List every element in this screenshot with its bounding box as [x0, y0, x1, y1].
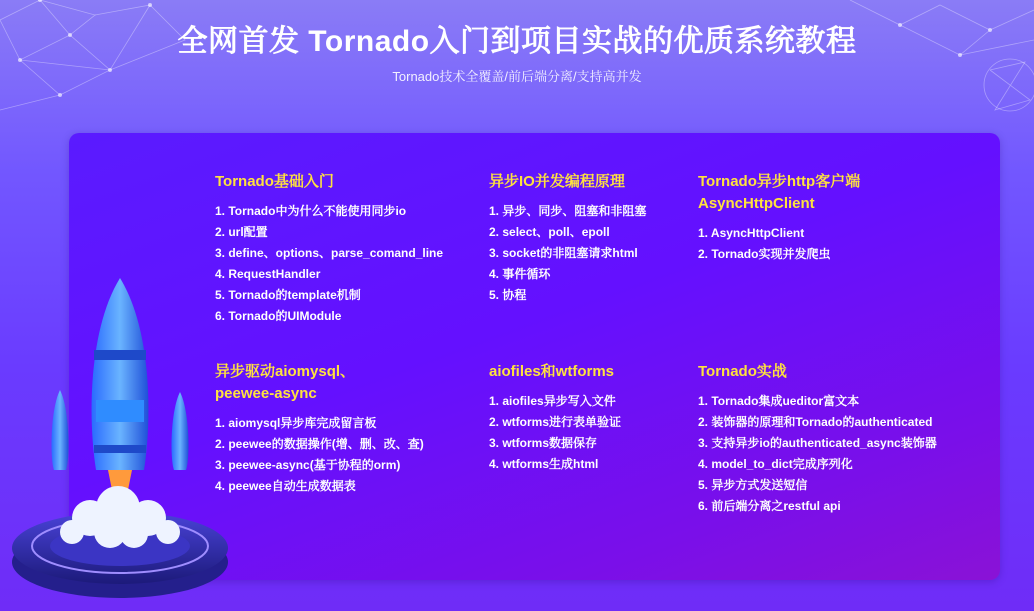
section-heading: Tornado实战	[698, 363, 787, 380]
list-item: 4. RequestHandler	[215, 267, 321, 281]
list-item: 1. aiomysql异步库完成留言板	[215, 416, 377, 430]
list-item: 2. Tornado实现并发爬虫	[698, 247, 831, 261]
section-list	[698, 223, 898, 265]
list-item: 2. select、poll、epoll	[489, 225, 610, 239]
section-async-http-client	[698, 171, 898, 265]
list-item: 4. wtforms生成html	[489, 457, 599, 471]
list-item: 1. Tornado中为什么不能使用同步io	[215, 204, 407, 218]
section-list	[215, 413, 475, 497]
list-item: 1. Tornado集成ueditor富文本	[698, 394, 860, 408]
list-item: 2. peewee的数据操作(增、删、改、查)	[215, 437, 424, 451]
list-item: 3. 支持异步io的authenticated_async装饰器	[698, 436, 937, 450]
list-item: 6. Tornado的UIModule	[215, 309, 342, 323]
rocket-illustration	[10, 270, 230, 605]
section-tornado-basics	[215, 171, 475, 327]
list-item: 2. 装饰器的原理和Tornado的authenticated	[698, 415, 933, 429]
section-tornado-practice	[698, 361, 988, 517]
section-heading: 异步IO并发编程原理	[489, 173, 625, 190]
page-subtitle: Tornado技术全覆盖/前后端分离/支持高并发	[392, 69, 642, 84]
section-heading: Tornado异步http客户端 AsyncHttpClient	[698, 173, 861, 212]
list-item: 4. model_to_dict完成序列化	[698, 457, 853, 471]
section-heading: Tornado基础入门	[215, 173, 334, 190]
section-heading: aiofiles和wtforms	[489, 363, 615, 380]
section-list	[215, 201, 475, 327]
list-item: 3. define、options、parse_comand_line	[215, 246, 444, 260]
section-aiofiles-wtforms	[489, 361, 689, 475]
list-item: 5. 异步方式发送短信	[698, 478, 808, 492]
section-list	[698, 391, 988, 517]
section-async-io	[489, 171, 689, 306]
list-item: 2. url配置	[215, 225, 268, 239]
list-item: 4. 事件循环	[489, 267, 551, 281]
section-list	[489, 201, 689, 306]
list-item: 1. AsyncHttpClient	[698, 226, 805, 240]
list-item: 3. socket的非阻塞请求html	[489, 246, 638, 260]
list-item: 2. wtforms进行表单验证	[489, 415, 622, 429]
section-heading: 异步驱动aiomysql、 peewee-async	[215, 363, 356, 402]
list-item: 3. wtforms数据保存	[489, 436, 598, 450]
list-item: 6. 前后端分离之restful api	[698, 499, 841, 513]
list-item: 3. peewee-async(基于协程的orm)	[215, 458, 401, 472]
list-item: 5. 协程	[489, 288, 527, 302]
section-async-drivers	[215, 361, 475, 497]
page-title: 全网首发 Tornado入门到项目实战的优质系统教程	[177, 25, 857, 58]
list-item: 4. peewee自动生成数据表	[215, 479, 356, 493]
section-list	[489, 391, 689, 475]
list-item: 5. Tornado的template机制	[215, 288, 361, 302]
list-item: 1. aiofiles异步写入文件	[489, 394, 616, 408]
list-item: 1. 异步、同步、阻塞和非阻塞	[489, 204, 647, 218]
